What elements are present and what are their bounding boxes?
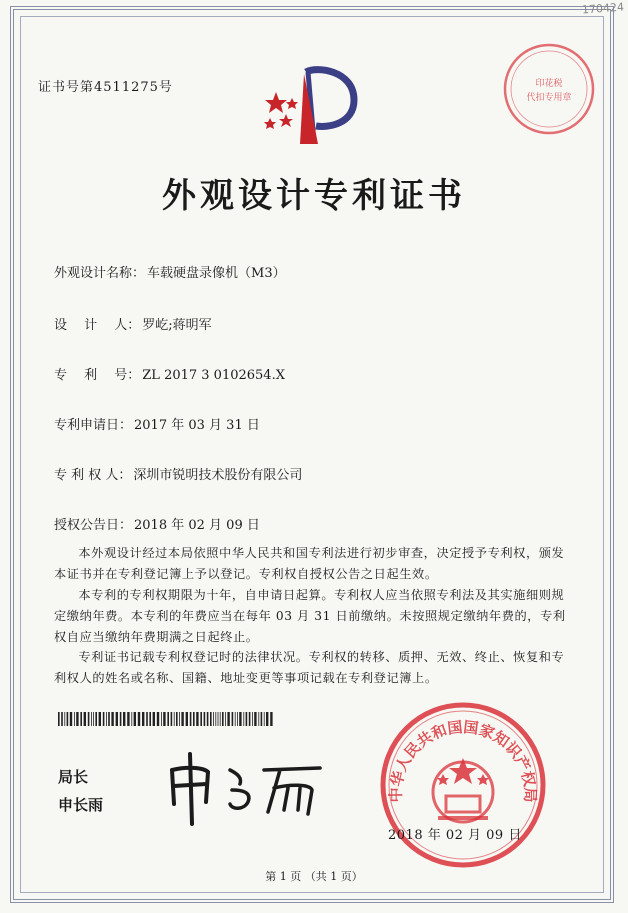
issue-date: 2018 年 02 月 09 日 [388, 828, 522, 843]
official-title: 局长 [58, 768, 89, 786]
certificate-number: 证书号第4511275号 [38, 80, 173, 95]
field-value: 2017 年 03 月 31 日 [134, 418, 260, 433]
field-label: 授权公告日： [54, 518, 133, 533]
handwritten-corner-mark: 170424 [581, 0, 625, 17]
certificate-title: 外观设计专利证书 [162, 176, 466, 216]
field-value: 深圳市锐明技术股份有限公司 [133, 468, 303, 483]
field-application-date [54, 414, 260, 433]
field-value: 车载硬盘录像机（M3） [147, 266, 286, 281]
field-patentee [54, 464, 302, 483]
field-grant-date [54, 514, 260, 533]
field-label: 专 利 权 人： [54, 468, 132, 483]
svg-text:代扣专用章: 代扣专用章 [526, 93, 572, 103]
field-value: 2018 年 02 月 09 日 [134, 518, 260, 533]
official-name: 申长雨 [58, 796, 104, 814]
field-patent-number [54, 364, 285, 383]
field-label: 设 计 人： [54, 318, 141, 333]
page-number: 第 1 页 （共 1 页） [265, 870, 363, 883]
svg-text:中华人民共和国国家知识产权局: 中华人民共和国国家知识产权局 [386, 718, 540, 803]
patent-office-logo-icon [256, 62, 366, 152]
field-label: 专利申请日： [54, 418, 133, 433]
field-label: 外观设计名称： [54, 266, 146, 281]
national-ip-office-seal-icon [378, 700, 548, 870]
field-label: 专 利 号： [54, 368, 141, 383]
paragraph-term: 本专利的专利权期限为十年，自申请日起算。专利权人应当依照专利法及其实施细则规定缴纳年费。本专利的年费应当在每年 03 月 31 日前缴纳。未按照规定缴纳年费的，专利权自应当缴纳年费期满之日起终止。 [54, 588, 566, 644]
field-design-name [54, 262, 286, 281]
director-signature-icon [160, 740, 330, 830]
field-value: 罗屹;蒋明军 [142, 318, 212, 333]
paragraph-grant: 本外观设计经过本局依照中华人民共和国专利法进行初步审查，决定授予专利权，颁发本证书并在专利登记簿上予以登记。专利权自授权公告之日起生效。 [54, 546, 565, 581]
svg-text:印花税: 印花税 [535, 79, 563, 89]
field-designer [54, 314, 212, 333]
field-value: ZL 2017 3 0102654.X [142, 368, 285, 383]
stamp-duty-seal-icon [500, 40, 598, 138]
barcode-icon [58, 712, 276, 726]
paragraph-legal-status: 专利证书记载专利权登记时的法律状况。专利权的转移、质押、无效、终止、恢复和专利权人的姓名或名称、国籍、地址变更等事项记载在专利登记簿上。 [54, 650, 565, 685]
